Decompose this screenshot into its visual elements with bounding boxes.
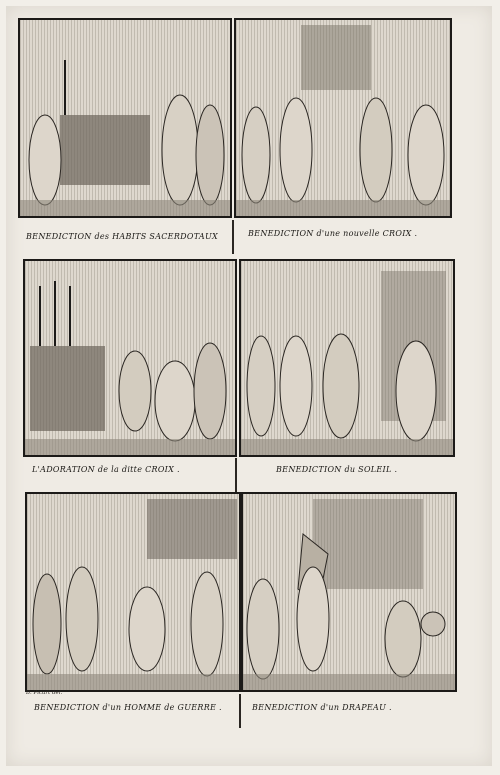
- engraving-sheet: [6, 6, 492, 766]
- plate-flag-blessing: [241, 492, 457, 692]
- plate-caption: BENEDICTION d'un HOMME de GUERRE .: [34, 703, 222, 712]
- plate-man-of-war-blessing: [25, 492, 241, 692]
- artist-signature: B. Picart del.: [26, 690, 63, 696]
- plate-caption: BENEDICTION d'un DRAPEAU .: [252, 703, 392, 712]
- plate-monstrance-blessing: [239, 259, 455, 457]
- plate-adoration-cross: [23, 259, 237, 457]
- plate-vestments-blessing: [18, 18, 232, 218]
- caption-divider: [235, 458, 237, 492]
- plate-caption: BENEDICTION d'une nouvelle CROIX .: [248, 229, 418, 238]
- caption-divider: [232, 220, 234, 254]
- caption-divider: [239, 694, 241, 728]
- plate-caption: BENEDICTION du SOLEIL .: [276, 465, 398, 474]
- plate-caption: BENEDICTION des HABITS SACERDOTAUX: [26, 232, 219, 241]
- plate-caption: L'ADORATION de la ditte CROIX .: [32, 465, 180, 474]
- plate-new-cross-blessing: [234, 18, 452, 218]
